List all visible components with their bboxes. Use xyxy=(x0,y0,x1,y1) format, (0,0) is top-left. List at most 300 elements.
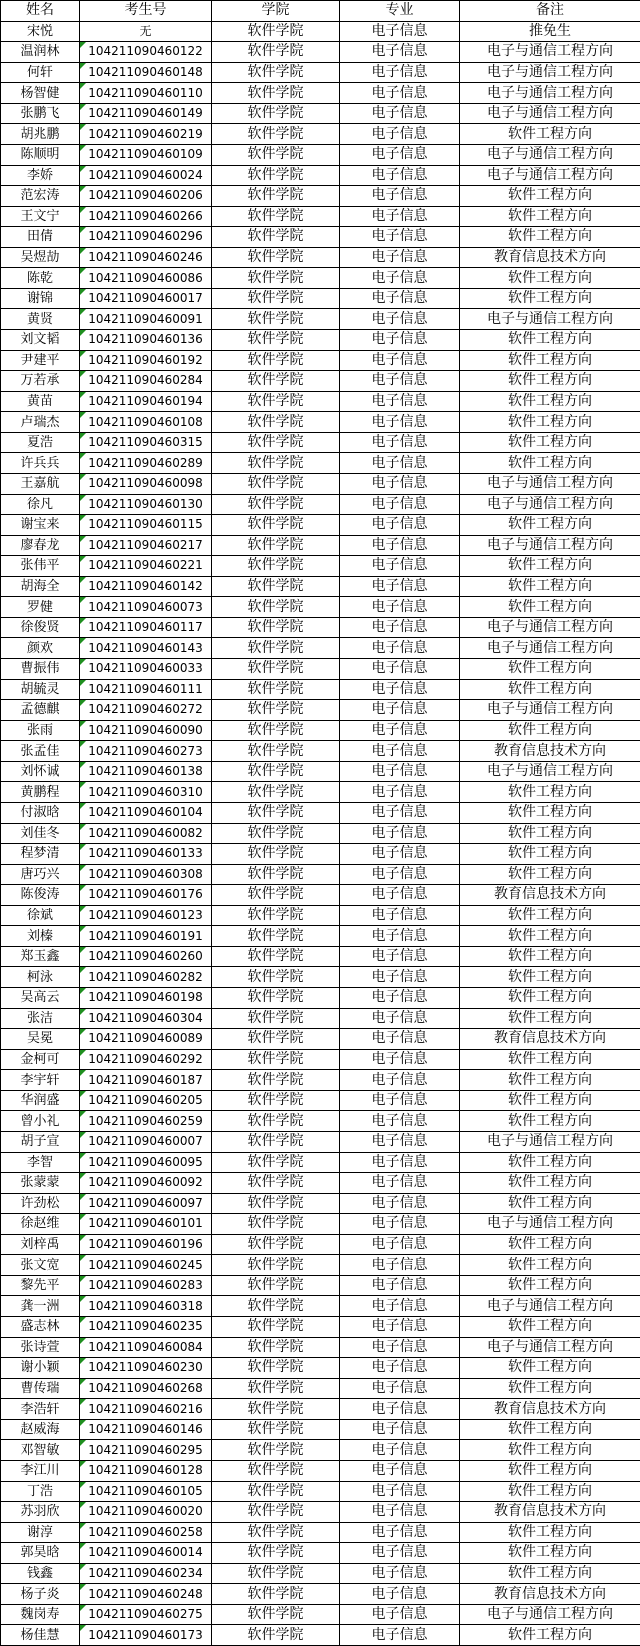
cell-name[interactable] xyxy=(1,62,80,83)
cell-major[interactable] xyxy=(340,1193,460,1214)
cell-student-id[interactable] xyxy=(80,227,212,248)
cell-name[interactable] xyxy=(1,1131,80,1152)
cell-school[interactable] xyxy=(212,638,340,659)
cell-student-id[interactable] xyxy=(80,1337,212,1358)
cell-school[interactable] xyxy=(212,227,340,248)
cell-school[interactable] xyxy=(212,1543,340,1564)
cell-name[interactable] xyxy=(1,576,80,597)
cell-name[interactable] xyxy=(1,1008,80,1029)
cell-major[interactable] xyxy=(340,1049,460,1070)
cell-name[interactable] xyxy=(1,1604,80,1625)
cell-name[interactable] xyxy=(1,288,80,309)
cell-major[interactable] xyxy=(340,1214,460,1235)
cell-major[interactable] xyxy=(340,1481,460,1502)
cell-student-id[interactable] xyxy=(80,659,212,680)
cell-school[interactable] xyxy=(212,576,340,597)
cell-note[interactable] xyxy=(460,247,640,268)
cell-major[interactable] xyxy=(340,1378,460,1399)
cell-name[interactable] xyxy=(1,473,80,494)
cell-note[interactable] xyxy=(460,186,640,207)
cell-student-id[interactable] xyxy=(80,1173,212,1194)
cell-note[interactable] xyxy=(460,1317,640,1338)
cell-note[interactable] xyxy=(460,1563,640,1584)
cell-name[interactable] xyxy=(1,638,80,659)
cell-major[interactable] xyxy=(340,412,460,433)
cell-student-id[interactable] xyxy=(80,864,212,885)
cell-note[interactable] xyxy=(460,1029,640,1050)
cell-name[interactable] xyxy=(1,432,80,453)
cell-name[interactable] xyxy=(1,885,80,906)
cell-note[interactable] xyxy=(460,206,640,227)
cell-major[interactable] xyxy=(340,1522,460,1543)
cell-major[interactable] xyxy=(340,515,460,536)
cell-major[interactable] xyxy=(340,597,460,618)
cell-school[interactable] xyxy=(212,1563,340,1584)
cell-name[interactable] xyxy=(1,21,80,42)
cell-student-id[interactable] xyxy=(80,1584,212,1605)
cell-student-id[interactable] xyxy=(80,1502,212,1523)
header-school[interactable]: 学院 xyxy=(212,1,340,22)
cell-name[interactable] xyxy=(1,720,80,741)
cell-name[interactable] xyxy=(1,144,80,165)
cell-name[interactable] xyxy=(1,782,80,803)
cell-note[interactable] xyxy=(460,1543,640,1564)
cell-major[interactable] xyxy=(340,1440,460,1461)
cell-school[interactable] xyxy=(212,1481,340,1502)
cell-student-id[interactable] xyxy=(80,1214,212,1235)
cell-name[interactable] xyxy=(1,1584,80,1605)
cell-student-id[interactable] xyxy=(80,42,212,63)
cell-school[interactable] xyxy=(212,1460,340,1481)
cell-note[interactable] xyxy=(460,42,640,63)
cell-note[interactable] xyxy=(460,659,640,680)
cell-student-id[interactable] xyxy=(80,1378,212,1399)
cell-school[interactable] xyxy=(212,124,340,145)
cell-student-id[interactable] xyxy=(80,741,212,762)
cell-major[interactable] xyxy=(340,1029,460,1050)
cell-note[interactable] xyxy=(460,288,640,309)
cell-note[interactable] xyxy=(460,1111,640,1132)
cell-school[interactable] xyxy=(212,83,340,104)
cell-name[interactable] xyxy=(1,659,80,680)
cell-school[interactable] xyxy=(212,761,340,782)
cell-student-id[interactable] xyxy=(80,186,212,207)
cell-student-id[interactable] xyxy=(80,617,212,638)
cell-note[interactable] xyxy=(460,1049,640,1070)
cell-name[interactable] xyxy=(1,617,80,638)
cell-school[interactable] xyxy=(212,1358,340,1379)
cell-note[interactable] xyxy=(460,494,640,515)
cell-school[interactable] xyxy=(212,391,340,412)
cell-school[interactable] xyxy=(212,885,340,906)
cell-note[interactable] xyxy=(460,844,640,865)
cell-student-id[interactable] xyxy=(80,597,212,618)
cell-note[interactable] xyxy=(460,905,640,926)
cell-school[interactable] xyxy=(212,453,340,474)
cell-note[interactable] xyxy=(460,1419,640,1440)
cell-school[interactable] xyxy=(212,946,340,967)
cell-student-id[interactable] xyxy=(80,1255,212,1276)
cell-note[interactable] xyxy=(460,1070,640,1091)
cell-school[interactable] xyxy=(212,535,340,556)
cell-major[interactable] xyxy=(340,1604,460,1625)
cell-school[interactable] xyxy=(212,309,340,330)
cell-note[interactable] xyxy=(460,926,640,947)
cell-major[interactable] xyxy=(340,42,460,63)
cell-student-id[interactable] xyxy=(80,1399,212,1420)
cell-student-id[interactable] xyxy=(80,1440,212,1461)
cell-major[interactable] xyxy=(340,124,460,145)
cell-name[interactable] xyxy=(1,1255,80,1276)
cell-name[interactable] xyxy=(1,1070,80,1091)
cell-student-id[interactable] xyxy=(80,371,212,392)
cell-school[interactable] xyxy=(212,926,340,947)
cell-major[interactable] xyxy=(340,679,460,700)
cell-major[interactable] xyxy=(340,1625,460,1646)
cell-major[interactable] xyxy=(340,350,460,371)
cell-major[interactable] xyxy=(340,741,460,762)
cell-name[interactable] xyxy=(1,165,80,186)
cell-name[interactable] xyxy=(1,700,80,721)
cell-school[interactable] xyxy=(212,1070,340,1091)
cell-note[interactable] xyxy=(460,165,640,186)
cell-student-id[interactable] xyxy=(80,1460,212,1481)
cell-school[interactable] xyxy=(212,1584,340,1605)
cell-school[interactable] xyxy=(212,1296,340,1317)
cell-major[interactable] xyxy=(340,1070,460,1091)
cell-student-id[interactable] xyxy=(80,844,212,865)
cell-major[interactable] xyxy=(340,885,460,906)
cell-student-id[interactable] xyxy=(80,165,212,186)
cell-student-id[interactable] xyxy=(80,926,212,947)
cell-school[interactable] xyxy=(212,144,340,165)
cell-student-id[interactable] xyxy=(80,1008,212,1029)
cell-name[interactable] xyxy=(1,1481,80,1502)
cell-note[interactable] xyxy=(460,103,640,124)
cell-major[interactable] xyxy=(340,186,460,207)
cell-major[interactable] xyxy=(340,988,460,1009)
cell-student-id[interactable] xyxy=(80,761,212,782)
cell-note[interactable] xyxy=(460,1152,640,1173)
cell-school[interactable] xyxy=(212,21,340,42)
cell-name[interactable] xyxy=(1,206,80,227)
cell-name[interactable] xyxy=(1,1625,80,1646)
cell-note[interactable] xyxy=(460,1522,640,1543)
cell-note[interactable] xyxy=(460,1625,640,1646)
cell-note[interactable] xyxy=(460,144,640,165)
cell-major[interactable] xyxy=(340,1111,460,1132)
cell-school[interactable] xyxy=(212,556,340,577)
cell-note[interactable] xyxy=(460,1173,640,1194)
cell-name[interactable] xyxy=(1,1378,80,1399)
cell-student-id[interactable] xyxy=(80,556,212,577)
cell-school[interactable] xyxy=(212,494,340,515)
cell-student-id[interactable] xyxy=(80,823,212,844)
cell-school[interactable] xyxy=(212,1440,340,1461)
cell-major[interactable] xyxy=(340,1563,460,1584)
cell-note[interactable] xyxy=(460,1275,640,1296)
cell-name[interactable] xyxy=(1,1502,80,1523)
cell-student-id[interactable] xyxy=(80,1029,212,1050)
cell-note[interactable] xyxy=(460,576,640,597)
cell-name[interactable] xyxy=(1,1234,80,1255)
cell-school[interactable] xyxy=(212,1419,340,1440)
cell-note[interactable] xyxy=(460,988,640,1009)
cell-note[interactable] xyxy=(460,967,640,988)
cell-student-id[interactable] xyxy=(80,473,212,494)
cell-name[interactable] xyxy=(1,371,80,392)
cell-name[interactable] xyxy=(1,988,80,1009)
cell-note[interactable] xyxy=(460,1378,640,1399)
cell-major[interactable] xyxy=(340,1234,460,1255)
cell-major[interactable] xyxy=(340,535,460,556)
cell-name[interactable] xyxy=(1,1152,80,1173)
cell-school[interactable] xyxy=(212,288,340,309)
cell-name[interactable] xyxy=(1,227,80,248)
cell-student-id[interactable] xyxy=(80,1131,212,1152)
cell-school[interactable] xyxy=(212,350,340,371)
cell-name[interactable] xyxy=(1,1029,80,1050)
cell-student-id[interactable] xyxy=(80,1152,212,1173)
cell-name[interactable] xyxy=(1,1522,80,1543)
cell-major[interactable] xyxy=(340,967,460,988)
cell-name[interactable] xyxy=(1,494,80,515)
cell-name[interactable] xyxy=(1,330,80,351)
cell-school[interactable] xyxy=(212,844,340,865)
cell-note[interactable] xyxy=(460,412,640,433)
cell-note[interactable] xyxy=(460,1090,640,1111)
cell-note[interactable] xyxy=(460,1193,640,1214)
cell-major[interactable] xyxy=(340,1296,460,1317)
cell-student-id[interactable] xyxy=(80,288,212,309)
cell-major[interactable] xyxy=(340,62,460,83)
cell-note[interactable] xyxy=(460,885,640,906)
cell-student-id[interactable] xyxy=(80,946,212,967)
cell-school[interactable] xyxy=(212,1522,340,1543)
cell-major[interactable] xyxy=(340,288,460,309)
cell-note[interactable] xyxy=(460,1131,640,1152)
cell-name[interactable] xyxy=(1,515,80,536)
cell-school[interactable] xyxy=(212,473,340,494)
cell-name[interactable] xyxy=(1,946,80,967)
cell-note[interactable] xyxy=(460,1481,640,1502)
cell-name[interactable] xyxy=(1,350,80,371)
cell-major[interactable] xyxy=(340,576,460,597)
cell-student-id[interactable] xyxy=(80,1296,212,1317)
cell-major[interactable] xyxy=(340,802,460,823)
cell-name[interactable] xyxy=(1,1214,80,1235)
cell-name[interactable] xyxy=(1,535,80,556)
cell-note[interactable] xyxy=(460,802,640,823)
cell-name[interactable] xyxy=(1,1399,80,1420)
cell-note[interactable] xyxy=(460,617,640,638)
cell-note[interactable] xyxy=(460,1358,640,1379)
cell-student-id[interactable] xyxy=(80,1604,212,1625)
cell-student-id[interactable] xyxy=(80,1111,212,1132)
cell-school[interactable] xyxy=(212,371,340,392)
cell-name[interactable] xyxy=(1,1111,80,1132)
cell-student-id[interactable] xyxy=(80,330,212,351)
cell-major[interactable] xyxy=(340,1275,460,1296)
cell-student-id[interactable] xyxy=(80,802,212,823)
cell-name[interactable] xyxy=(1,42,80,63)
cell-school[interactable] xyxy=(212,679,340,700)
cell-name[interactable] xyxy=(1,83,80,104)
cell-student-id[interactable] xyxy=(80,535,212,556)
cell-major[interactable] xyxy=(340,1255,460,1276)
cell-student-id[interactable] xyxy=(80,103,212,124)
cell-name[interactable] xyxy=(1,1173,80,1194)
cell-note[interactable] xyxy=(460,761,640,782)
cell-name[interactable] xyxy=(1,1358,80,1379)
cell-note[interactable] xyxy=(460,782,640,803)
cell-school[interactable] xyxy=(212,42,340,63)
cell-major[interactable] xyxy=(340,227,460,248)
cell-major[interactable] xyxy=(340,1543,460,1564)
cell-note[interactable] xyxy=(460,268,640,289)
cell-name[interactable] xyxy=(1,103,80,124)
cell-school[interactable] xyxy=(212,206,340,227)
cell-name[interactable] xyxy=(1,823,80,844)
cell-major[interactable] xyxy=(340,144,460,165)
cell-major[interactable] xyxy=(340,83,460,104)
cell-note[interactable] xyxy=(460,62,640,83)
cell-note[interactable] xyxy=(460,1604,640,1625)
cell-name[interactable] xyxy=(1,864,80,885)
cell-major[interactable] xyxy=(340,1419,460,1440)
cell-note[interactable] xyxy=(460,1440,640,1461)
cell-student-id[interactable] xyxy=(80,1522,212,1543)
header-student-id[interactable]: 考生号 xyxy=(80,1,212,22)
cell-note[interactable] xyxy=(460,1234,640,1255)
cell-name[interactable] xyxy=(1,309,80,330)
cell-name[interactable] xyxy=(1,268,80,289)
cell-student-id[interactable] xyxy=(80,988,212,1009)
cell-major[interactable] xyxy=(340,268,460,289)
cell-school[interactable] xyxy=(212,432,340,453)
cell-note[interactable] xyxy=(460,823,640,844)
cell-student-id[interactable] xyxy=(80,432,212,453)
cell-name[interactable] xyxy=(1,597,80,618)
cell-name[interactable] xyxy=(1,1049,80,1070)
cell-school[interactable] xyxy=(212,247,340,268)
cell-student-id[interactable] xyxy=(80,350,212,371)
cell-note[interactable] xyxy=(460,1255,640,1276)
cell-school[interactable] xyxy=(212,1399,340,1420)
cell-major[interactable] xyxy=(340,1399,460,1420)
cell-student-id[interactable] xyxy=(80,1317,212,1338)
cell-major[interactable] xyxy=(340,371,460,392)
cell-school[interactable] xyxy=(212,1275,340,1296)
cell-note[interactable] xyxy=(460,473,640,494)
cell-student-id[interactable] xyxy=(80,782,212,803)
cell-school[interactable] xyxy=(212,720,340,741)
cell-major[interactable] xyxy=(340,432,460,453)
cell-note[interactable] xyxy=(460,556,640,577)
cell-name[interactable] xyxy=(1,1090,80,1111)
cell-note[interactable] xyxy=(460,1502,640,1523)
cell-name[interactable] xyxy=(1,412,80,433)
cell-name[interactable] xyxy=(1,802,80,823)
cell-student-id[interactable] xyxy=(80,638,212,659)
cell-school[interactable] xyxy=(212,1008,340,1029)
cell-school[interactable] xyxy=(212,1337,340,1358)
cell-student-id[interactable] xyxy=(80,206,212,227)
cell-major[interactable] xyxy=(340,453,460,474)
cell-name[interactable] xyxy=(1,124,80,145)
cell-school[interactable] xyxy=(212,1111,340,1132)
cell-student-id[interactable] xyxy=(80,412,212,433)
cell-major[interactable] xyxy=(340,782,460,803)
cell-note[interactable] xyxy=(460,1214,640,1235)
cell-major[interactable] xyxy=(340,638,460,659)
cell-major[interactable] xyxy=(340,761,460,782)
cell-student-id[interactable] xyxy=(80,1275,212,1296)
cell-name[interactable] xyxy=(1,186,80,207)
cell-school[interactable] xyxy=(212,330,340,351)
cell-note[interactable] xyxy=(460,535,640,556)
cell-school[interactable] xyxy=(212,103,340,124)
cell-name[interactable] xyxy=(1,391,80,412)
cell-student-id[interactable] xyxy=(80,1419,212,1440)
cell-school[interactable] xyxy=(212,700,340,721)
cell-name[interactable] xyxy=(1,1460,80,1481)
cell-student-id[interactable] xyxy=(80,1090,212,1111)
header-name[interactable]: 姓名 xyxy=(1,1,80,22)
cell-school[interactable] xyxy=(212,1173,340,1194)
cell-school[interactable] xyxy=(212,741,340,762)
cell-note[interactable] xyxy=(460,946,640,967)
cell-note[interactable] xyxy=(460,638,640,659)
header-major[interactable]: 专业 xyxy=(340,1,460,22)
cell-note[interactable] xyxy=(460,21,640,42)
cell-student-id[interactable] xyxy=(80,679,212,700)
cell-name[interactable] xyxy=(1,967,80,988)
cell-student-id[interactable] xyxy=(80,1543,212,1564)
cell-student-id[interactable] xyxy=(80,124,212,145)
cell-school[interactable] xyxy=(212,1625,340,1646)
cell-major[interactable] xyxy=(340,309,460,330)
cell-note[interactable] xyxy=(460,350,640,371)
cell-school[interactable] xyxy=(212,268,340,289)
cell-school[interactable] xyxy=(212,905,340,926)
cell-major[interactable] xyxy=(340,556,460,577)
cell-major[interactable] xyxy=(340,206,460,227)
cell-major[interactable] xyxy=(340,1131,460,1152)
cell-major[interactable] xyxy=(340,494,460,515)
cell-note[interactable] xyxy=(460,432,640,453)
cell-student-id[interactable] xyxy=(80,1563,212,1584)
cell-student-id[interactable] xyxy=(80,1193,212,1214)
cell-school[interactable] xyxy=(212,1193,340,1214)
cell-name[interactable] xyxy=(1,1275,80,1296)
cell-note[interactable] xyxy=(460,1008,640,1029)
cell-major[interactable] xyxy=(340,926,460,947)
cell-major[interactable] xyxy=(340,1008,460,1029)
cell-name[interactable] xyxy=(1,1317,80,1338)
cell-major[interactable] xyxy=(340,700,460,721)
cell-school[interactable] xyxy=(212,1378,340,1399)
cell-note[interactable] xyxy=(460,1460,640,1481)
cell-student-id[interactable] xyxy=(80,1481,212,1502)
cell-note[interactable] xyxy=(460,227,640,248)
cell-name[interactable] xyxy=(1,1419,80,1440)
cell-school[interactable] xyxy=(212,1131,340,1152)
cell-name[interactable] xyxy=(1,1193,80,1214)
cell-name[interactable] xyxy=(1,926,80,947)
cell-name[interactable] xyxy=(1,1543,80,1564)
cell-major[interactable] xyxy=(340,720,460,741)
